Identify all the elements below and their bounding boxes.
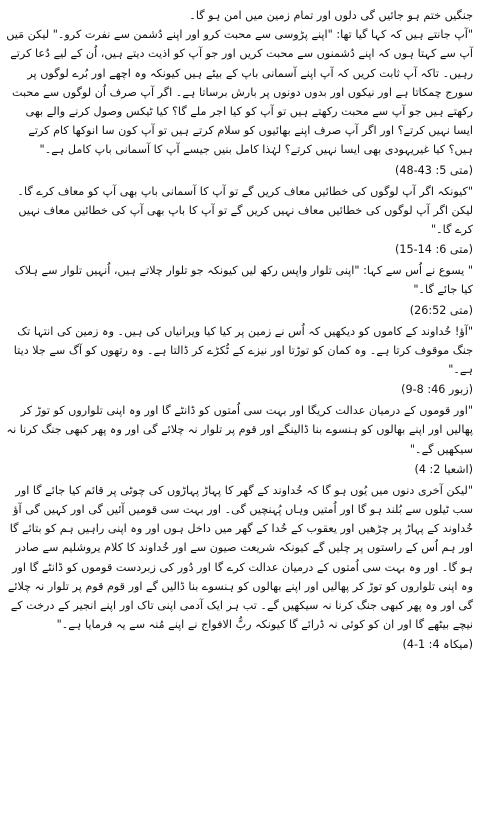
quote-matthew-26: " یسوع نے اُس سے کہا: "اپنی تلوار واپس رکھ لیں کیونکہ جو تلوار چلاتے ہیں، اُنہیں تلوار سے ہلاک کیا جائے گا۔" xyxy=(14,264,473,297)
quote-psalm-46: "آؤ! خُداوند کے کاموں کو دیکھیں کہ اُس نے زمین پر کیا کیا ویرانیاں کی ہیں۔ وہ زمین کی انتہا تک جنگ موقوف کرتا ہے۔ وہ کمان کو توڑتا اور نیزے کے ٹُکڑے کر ڈالتا ہے۔ وہ رتھوں کو آگ سے جلا دیتا ہے۔" xyxy=(13,324,473,377)
citation-matthew-5: (متی 5: 43-48) xyxy=(395,163,473,177)
quote-micah-4: "لیکن آخری دنوں میں یُوں ہو گا کہ خُداوند کے گھر کا پہاڑ پہاڑوں کی چوٹی پر قائم کیا جائے گا اور سب ٹیلوں سے بُلند ہو گا اور اُمتیں وہاں پُہنچیں گی۔ اور بہت سی قومیں آئیں گی اور کہیں گی آؤ خُداوند کے پہاڑ پر چڑھیں اور یعقوب کے خُدا کے گھر میں داخل ہوں اور وہ اپنی راہیں ہم کو بتائے گا اور ہم اُس کے راستوں پر چلیں گے کیونکہ شریعت صیون سے اور خُداوند کا کلام یروشلیم سے صادر ہو گا۔ اور وہ بہت سی اُمتوں کے درمیان عدالت کرے گا اور دُور کی زبردست قوموں کو ڈانٹے گا اور وہ اپنی تلواروں کو توڑ کر پھالیں اور اپنے بھالوں کو ہنسوے بنا ڈالیں گے اور قوم قوم پر تلوار نہ چلائے گی اور وہ پھر کبھی جنگ کرنا نہ سیکھیں گے۔ تب ہر ایک آدمی اپنی تاک اور اپنے انجیر کے درخت کے نیچے بیٹھے گا اور ان کو کوئی نہ ڈرائے گا کیونکہ ربُّ الافواج نے اپنے مُنہ سے یہ فرمایا ہے۔" xyxy=(7,483,473,632)
citation-isaiah-2: (اشعیا 2: 4) xyxy=(414,462,473,476)
citation-matthew-26: (متی 26:52) xyxy=(409,303,473,317)
quote-matthew-6: "کیونکہ اگر آپ لوگوں کی خطائیں معاف کریں گے تو آپ کا آسمانی باپ بھی آپ کو معاف کرے گا۔ لیکن اگر آپ لوگوں کی خطائیں معاف نہیں کریں گے تو آپ کا باپ بھی آپ کی خطائیں معاف نہیں کرے گا۔" xyxy=(17,184,473,237)
citation-micah-4: (میکاہ 4: 1-4) xyxy=(402,638,473,652)
quote-isaiah-2: "اور قوموں کے درمیان عدالت کریگا اور بہت سی اُمتوں کو ڈانٹے گا اور وہ اپنی تلواروں کو توڑ کر پھالیں اور اپنے بھالوں کو ہنسوے بنا ڈالینگے اور قوم پر تلوار نہ چلائے گی اور وہ پھر کبھی جنگ کرنا نہ سیکھیں گے۔" xyxy=(6,404,473,456)
citation-matthew-6: (متی 6: 14-15) xyxy=(395,243,473,257)
citation-psalm-46: (زبور 46: 8-9) xyxy=(401,383,473,397)
quote-matthew-5: "آپ جانتے ہیں کہ کہا گیا تھا: "اپنے پڑوسی سے محبت کرو اور اپنے دُشمن سے نفرت کرو۔" لیکن مَیں آپ سے کہتا ہوں کہ اپنے دُشمنوں سے محبت کریں اور جو آپ کو اذیت دیتے ہیں، اُن کے لیے دُعا کرتے رہیں۔ تاکہ آپ ثابت کریں کہ آپ اپنے آسمانی باپ کے بیٹے ہیں کیونکہ وہ اچھے اور بُرے لوگوں پر سورج چمکاتا ہے اور نیکوں اور بدوں دونوں پر بارش برساتا ہے۔ اگر آپ صرف اُن لوگوں سے محبت رکھتے ہیں جو آپ سے محبت رکھتے ہیں تو آپ کو کیا اجر ملے گا؟ کیا ٹیکس وصول کرنے والے بھی ایسا نہیں کرتے؟ اور اگر آپ صرف اپنے بھائیوں کو سلام کرتے ہیں تو آپ کون سا انوکھا کام کرتے ہیں؟ کیا غیریہودی بھی ایسا نہیں کرتے؟ لہٰذا کامل بنیں جیسے آپ کا آسمانی باپ کامل ہے۔" xyxy=(6,28,473,157)
intro-sentence: جنگیں ختم ہو جائیں گی دلوں اور تمام زمین میں امن ہو گا۔ xyxy=(189,9,473,22)
